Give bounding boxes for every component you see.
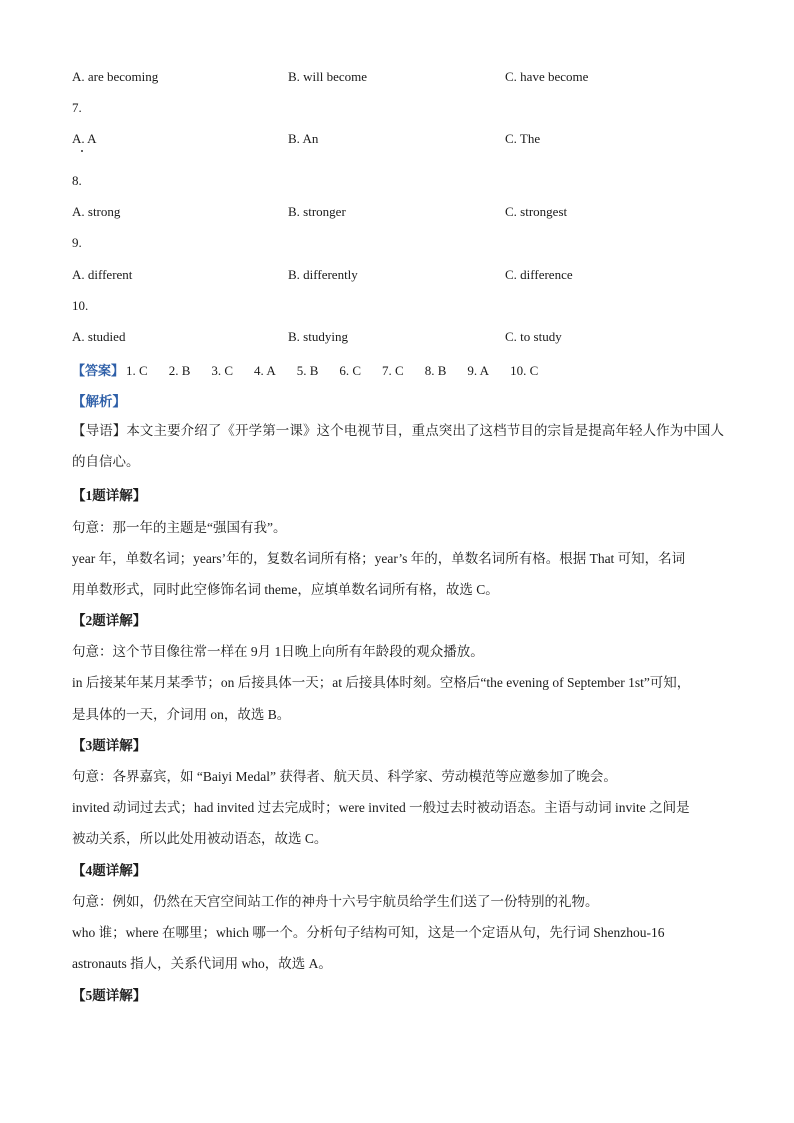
option-b: B. will become <box>288 69 368 84</box>
section-line: in 后接某年某月某季节；on 后接具体一天；at 后接具体时刻。空格后“the evening of September 1st”可知， <box>72 675 691 690</box>
section-line: who 谁；where 在哪里；which 哪一个。分析句子结构可知，这是一个定语从句，先行词 Shenzhou-16 <box>72 925 665 940</box>
answer-item: 4. A <box>254 363 276 378</box>
answer-item: 3. C <box>211 363 234 378</box>
options-row-9 <box>72 267 732 287</box>
answer-item: 8. B <box>424 363 447 378</box>
option-c: C. strongest <box>505 204 568 219</box>
options-row-7 <box>72 131 732 151</box>
option-a: A. A <box>72 131 97 146</box>
option-c: C. difference <box>505 267 573 282</box>
answer-tag: 【答案】 <box>72 363 125 378</box>
intro-paragraph: 【导语】本文主要介绍了《开学第一课》这个电视节目，重点突出了这档节目的宗旨是提高年轻人作为中国人的自信心。 <box>72 423 724 469</box>
section-meaning-3: 句意：各界嘉宾，如 “Baiyi Medal” 获得者、航天员、科学家、劳动模范等应邀参加了晚会。 <box>72 769 617 784</box>
answer-item: 2. B <box>168 363 191 378</box>
section-line: 是具体的一天，介词用 on，故选 B。 <box>72 707 291 722</box>
section-line: astronauts 指人，关系代词用 who，故选 A。 <box>72 956 332 971</box>
answer-line <box>72 360 559 379</box>
section-line: year 年，单数名词；years’年的，复数名词所有格；year’s 年的，单数名词所有格。根据 That 可知，名词 <box>72 551 686 566</box>
answer-item: 7. C <box>382 363 404 378</box>
question-number-8: 8. <box>72 173 82 188</box>
section-title-1: 【1题详解】 <box>72 488 147 503</box>
options-row-10 <box>72 329 732 349</box>
section-meaning-4: 句意：例如，仍然在天宫空间站工作的神舟十六号宇航员给学生们送了一份特别的礼物。 <box>72 894 599 909</box>
answer-item: 5. B <box>296 363 319 378</box>
section-line: 被动关系，所以此处用被动语态，故选 C。 <box>72 831 328 846</box>
option-c: C. to study <box>505 329 562 344</box>
option-b: B. studying <box>288 329 348 344</box>
answer-item: 10. C <box>510 363 539 378</box>
option-a: A. strong <box>72 204 121 219</box>
option-c: C. The <box>505 131 541 146</box>
option-b: B. stronger <box>288 204 346 219</box>
section-title-5: 【5题详解】 <box>72 988 147 1003</box>
section-line: invited 动词过去式；had invited 过去完成时；were invited 一般过去时被动语态。主语与动词 invite 之间是 <box>72 800 690 815</box>
option-a: A. different <box>72 267 133 282</box>
section-meaning-2: 句意：这个节目像往常一样在 9月 1日晚上向所有年龄段的观众播放。 <box>72 644 484 659</box>
option-a: A. are becoming <box>72 69 159 84</box>
section-title-3: 【3题详解】 <box>72 738 147 753</box>
question-number-10: 10. <box>72 298 89 313</box>
section-meaning-1: 句意：那一年的主题是“强国有我”。 <box>72 520 287 535</box>
section-title-2: 【2题详解】 <box>72 613 147 628</box>
stray-dot <box>81 150 83 152</box>
options-row-8 <box>72 204 732 224</box>
section-line: 用单数形式，同时此空修饰名词 theme，应填单数名词所有格，故选 C。 <box>72 582 499 597</box>
question-number-7: 7. <box>72 100 82 115</box>
answer-item: 1. C <box>126 363 148 378</box>
option-c: C. have become <box>505 69 589 84</box>
analysis-tag: 【解析】 <box>72 394 126 409</box>
answer-item: 6. C <box>339 363 362 378</box>
option-a: A. studied <box>72 329 126 344</box>
answer-item: 9. A <box>467 363 490 378</box>
section-title-4: 【4题详解】 <box>72 863 147 878</box>
options-row-6 <box>72 69 732 89</box>
option-b: B. An <box>288 131 319 146</box>
option-b: B. differently <box>288 267 358 282</box>
question-number-9: 9. <box>72 235 82 250</box>
